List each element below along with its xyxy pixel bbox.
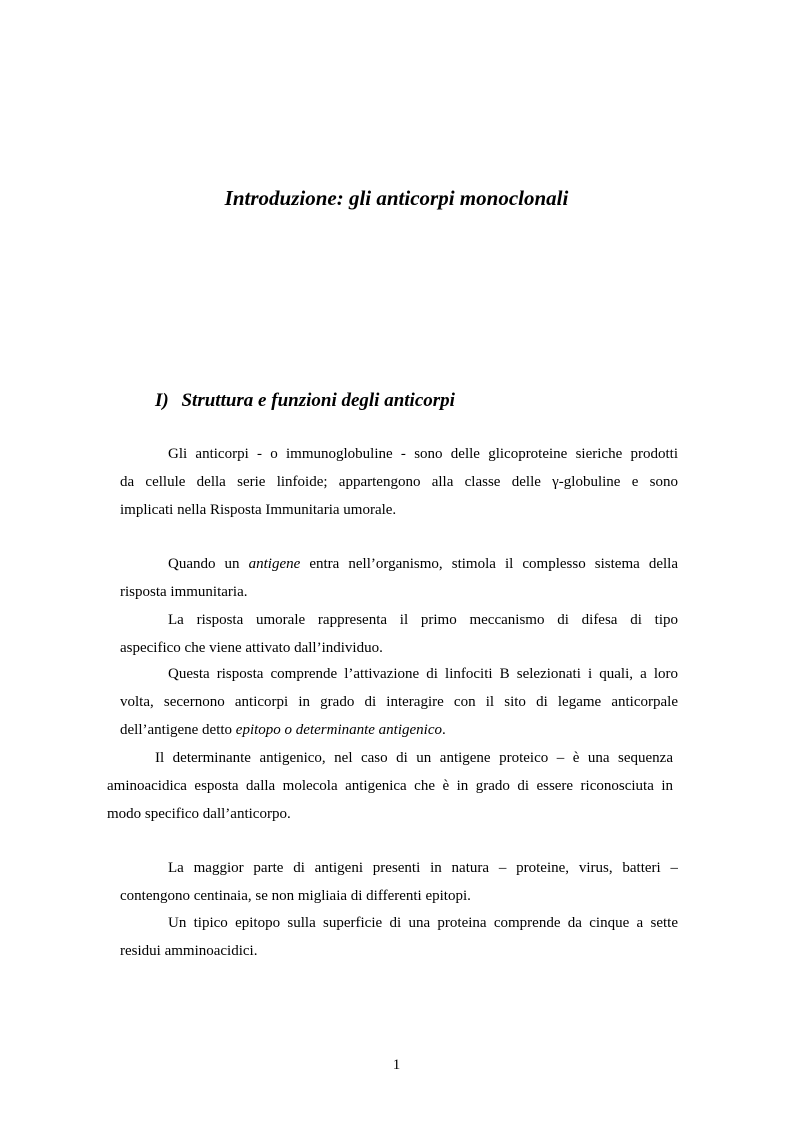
paragraph-1 [120, 440, 678, 524]
paragraph-7 [120, 909, 678, 965]
text-run: . [442, 722, 446, 738]
text-line: Il determinante antigenico, nel caso di un antigene proteico – è una sequenza [155, 750, 673, 766]
chapter-title: Introduzione: gli anticorpi monoclonali [224, 186, 569, 210]
text-run: entra nell’organismo, stimola il complesso sistema della [300, 556, 678, 572]
text-line [120, 716, 678, 744]
paragraph-2 [120, 550, 678, 606]
text-line: implicati nella Risposta Immunitaria umorale. [120, 502, 397, 518]
text-line: Gli anticorpi - o immunoglobuline - sono delle glicoproteine sieriche prodotti [168, 446, 678, 462]
paragraph-3 [120, 606, 678, 662]
emphasis-term: epitopo o determinante antigenico [235, 722, 443, 738]
text-line: residui amminoacidici. [120, 943, 258, 959]
text-line: Questa risposta comprende l’attivazione di linfociti B selezionati i quali, a loro [168, 666, 678, 682]
text-line: da cellule della serie linfoide; appartengono alla classe delle γ-globuline e sono [120, 474, 678, 490]
section-number: I) [155, 390, 169, 411]
section-title: Struttura e funzioni degli anticorpi [181, 390, 455, 411]
text-line: modo specifico dall’anticorpo. [107, 806, 291, 822]
text-line: La risposta umorale rappresenta il primo meccanismo di difesa di tipo [168, 612, 678, 628]
paragraph-5 [107, 744, 673, 828]
text-line: contengono centinaia, se non migliaia di differenti epitopi. [120, 888, 471, 904]
text-line: aspecifico che viene attivato dall’individuo. [120, 640, 383, 656]
text-run: dell’antigene detto [120, 722, 236, 738]
text-run: Quando un [168, 556, 249, 572]
text-line: Un tipico epitopo sulla superficie di una proteina comprende da cinque a sette [168, 915, 678, 931]
page-number: 1 [392, 1057, 401, 1073]
paragraph-4 [120, 660, 678, 744]
section-heading [155, 390, 455, 412]
text-line: risposta immunitaria. [120, 584, 248, 600]
text-line: La maggior parte di antigeni presenti in natura – proteine, virus, batteri – [168, 860, 678, 876]
text-line [120, 550, 678, 578]
paragraph-6 [120, 854, 678, 910]
text-line: volta, secernono anticorpi in grado di interagire con il sito di legame anticorpale [120, 694, 678, 710]
text-line: aminoacidica esposta dalla molecola antigenica che è in grado di essere riconosciuta in [107, 778, 673, 794]
emphasis-term: antigene [248, 556, 301, 572]
